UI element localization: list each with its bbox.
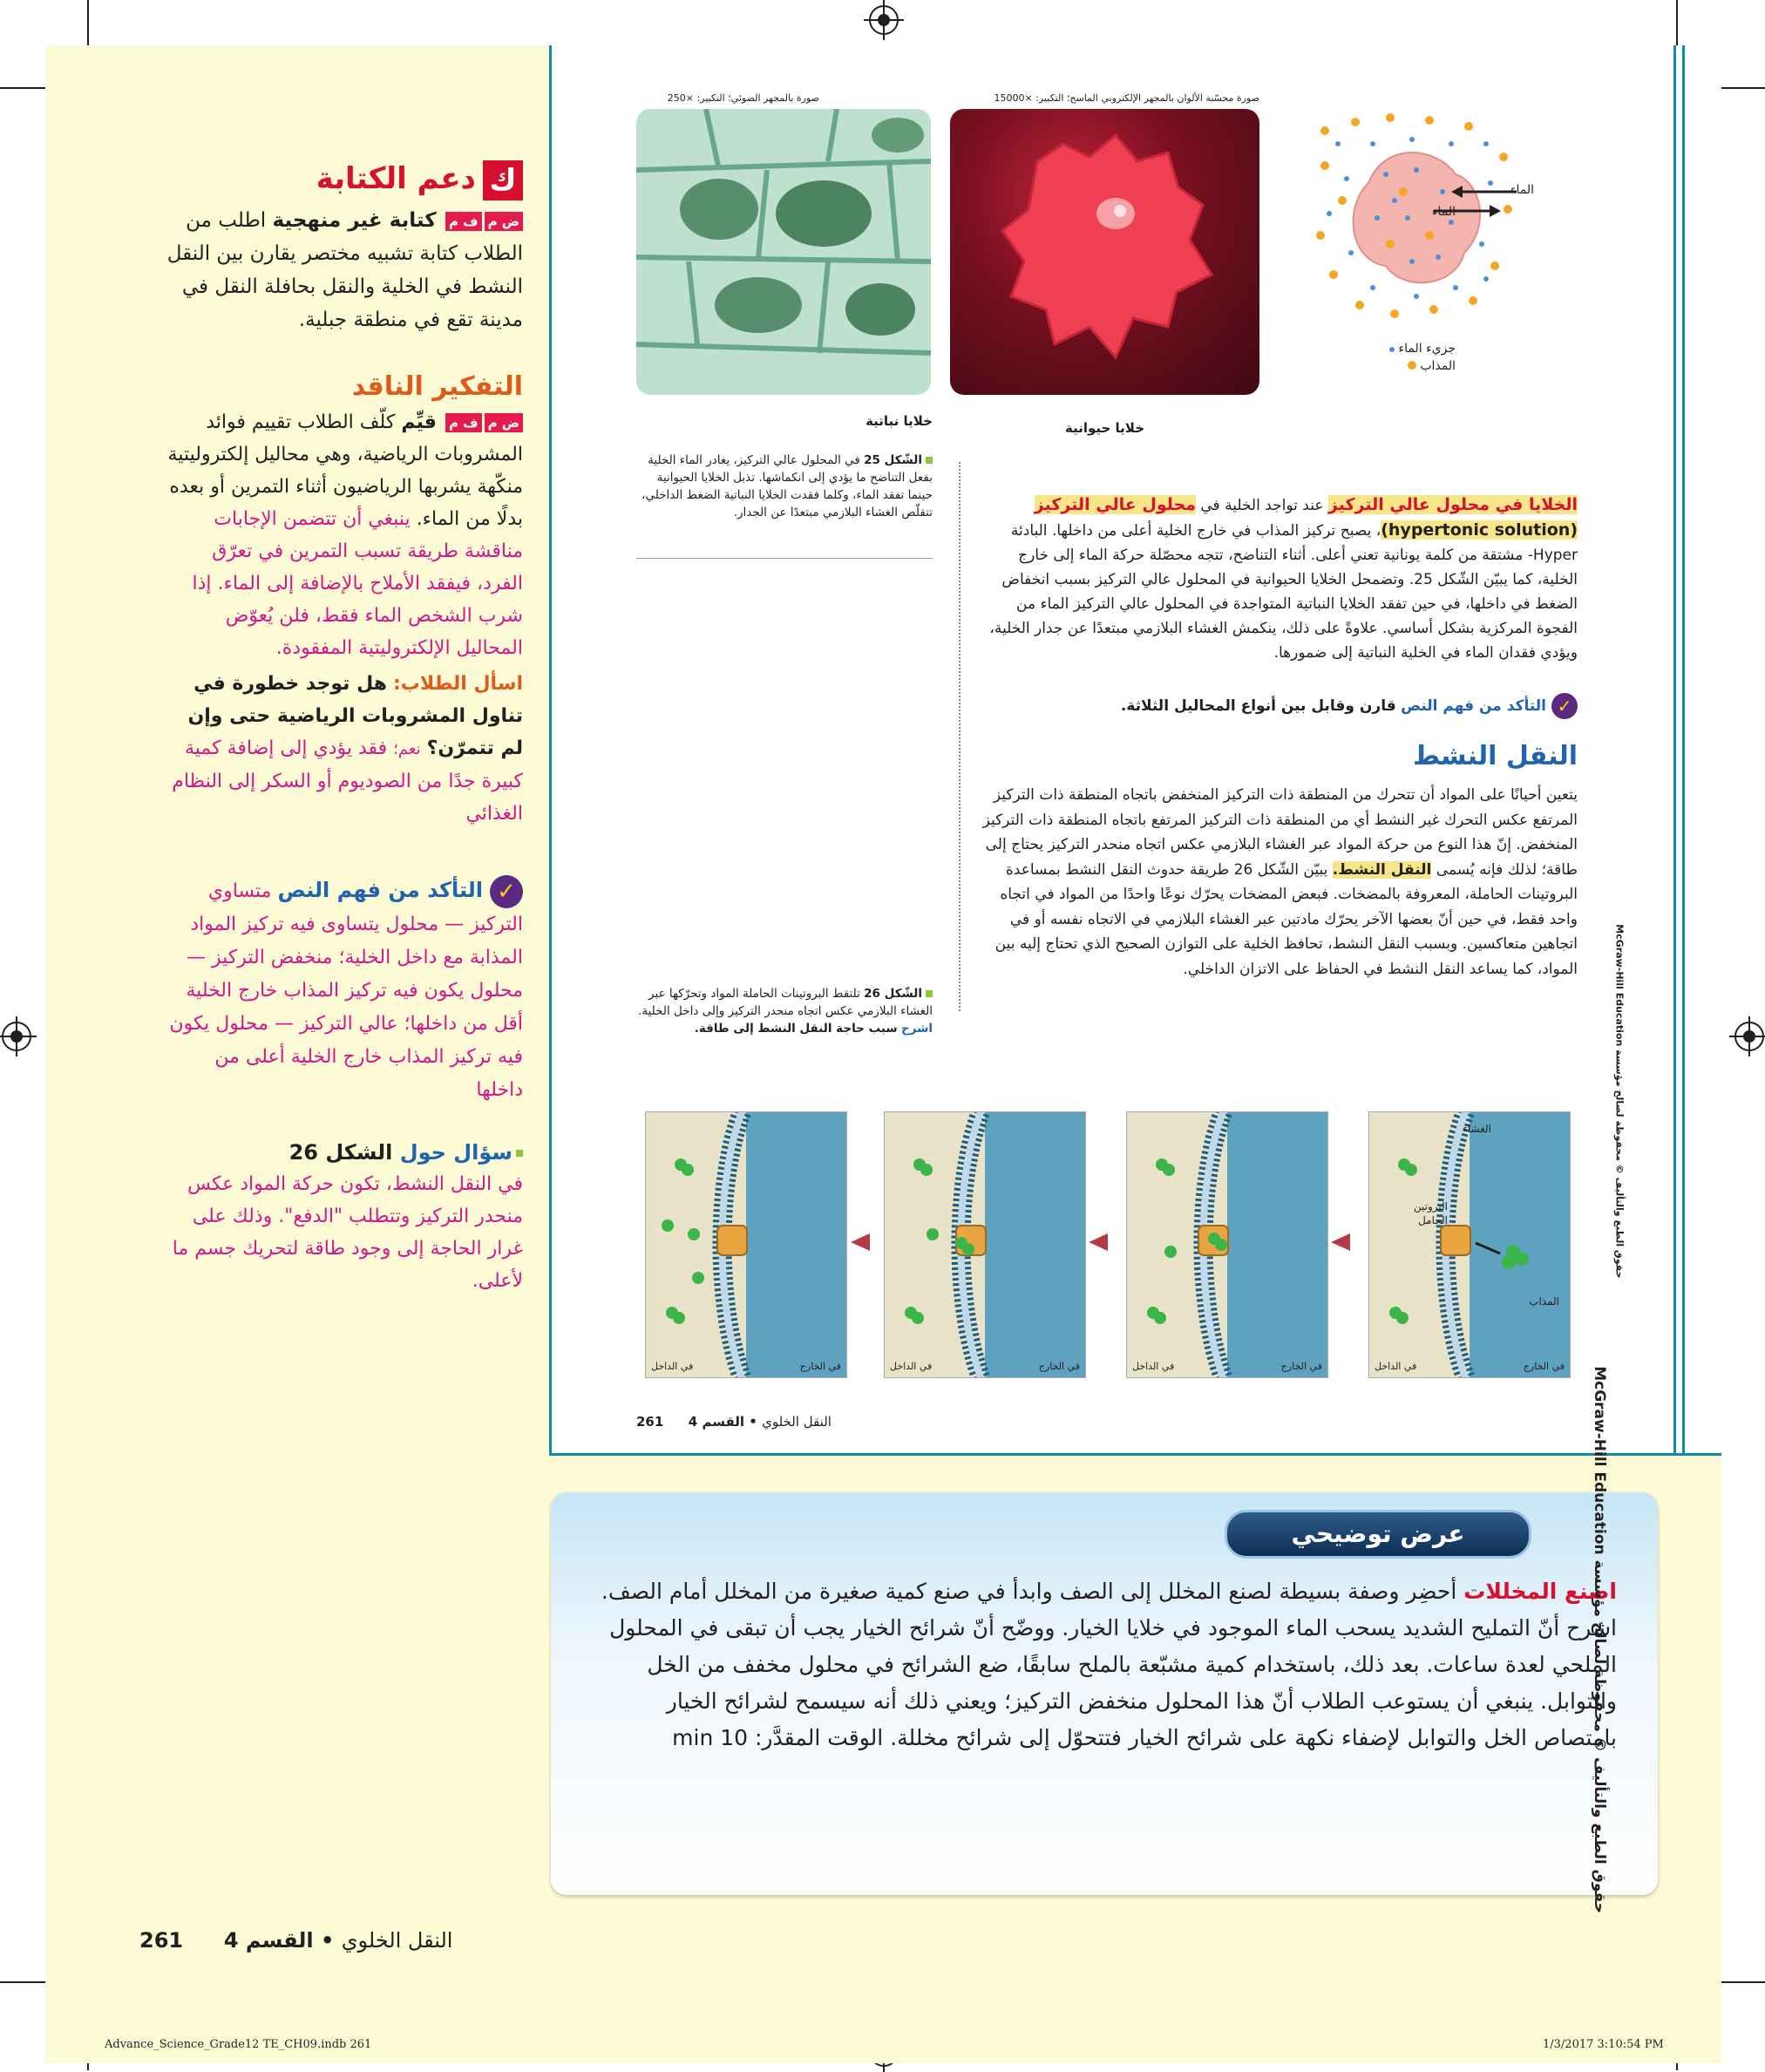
carrier-protein-label: البروتين الحامل xyxy=(1413,1200,1448,1226)
inside-label: في الداخل xyxy=(1132,1361,1175,1372)
active-transport-term: النقل النشط. xyxy=(1332,860,1432,879)
frame-border xyxy=(549,1453,1721,1456)
student-page-footer: 261 النقل الخلوي • القسم 4 xyxy=(636,1414,832,1430)
plant-cells-label: خلايا نباتية xyxy=(866,413,933,429)
hypertonic-term: محلول عالي التركيز xyxy=(1034,495,1196,514)
figure26-caption xyxy=(636,985,933,1037)
water-label: الماء xyxy=(1510,183,1534,197)
reading-check-prompt: قارن وقابل بين أنواع المحاليل الثلاثة. xyxy=(1120,697,1396,715)
figure25-caption-text: في المحلول عالي التركيز، يغادر الماء الخلية بفعل التناضح ما يؤدي إلى انكماشها. تذبل الخلايا الحيوانية حينما تفقد الماء، وكلما فقدت الخلايا النباتية الضغط الداخلي، تتقلّص الغشاء البلازمي مبتعدًا عن الجدار. xyxy=(642,453,933,520)
demo-text xyxy=(593,1573,1617,1756)
inside-label: في الداخل xyxy=(890,1361,933,1372)
reading-check-title: التأكد من فهم النص xyxy=(277,878,483,902)
critical-thinking-heading: التفكير الناقد xyxy=(351,371,523,402)
outside-label: في الخارج xyxy=(799,1361,841,1372)
reading-check-item: عالي التركيز — محلول يكون فيه تركيز المذاب خارج الخلية أعلى من داخلها xyxy=(169,1013,523,1101)
hypertonic-section xyxy=(981,493,1578,665)
frame-border xyxy=(549,45,552,1456)
frame-border xyxy=(1682,45,1685,1456)
figure26-caption-title: الشّكل 26 xyxy=(864,987,922,1001)
registration-mark xyxy=(2,1022,31,1051)
checkmark-icon: ✓ xyxy=(490,875,523,908)
copyright-vertical: حقوق الطبع والتأليف © محفوظة لصالح مؤسسة McGraw-Hill Education xyxy=(1591,1366,1608,1913)
osmosis-svg xyxy=(1307,105,1534,331)
copyright-vertical: حقوق الطبع والتأليف © محفوظة لصالح مؤسسة McGraw-Hill Education xyxy=(1613,924,1626,1279)
osmosis-diagram xyxy=(1307,105,1534,373)
solute-label: المذاب xyxy=(1529,1295,1559,1308)
figure-question-block xyxy=(166,1137,523,1297)
legend-water: جزيء الماء xyxy=(1389,340,1456,357)
active-transport-text xyxy=(981,783,1578,982)
outside-label: في الخارج xyxy=(1038,1361,1080,1372)
diagram-legend xyxy=(1389,340,1456,375)
hypertonic-text: ، يصبح تركيز المذاب في خارج الخلية أعلى من داخلها. البادئة Hyper- مشتقة من كلمة يونانية تعني أعلى. أثناء التناضح، تتجه محصّلة حركة الماء إلى خارج الخلية، كما يبيّن الشّكل 25. وتضمحل الخلايا الحيوانية في المحلول عالي التركيز بسبب انخفاض الضغط في داخلها، في حين تفقد الخلايا النباتية المتواجدة في المحلول عالي التركيز الماء من الفجوة المركزية بشكل أساسي. علاوةً على ذلك، ينكمش الغشاء البلازمي مبتعدًا عن جدار الخلية، ويؤدي فقدان الماء في الخلية النباتية إلى ضمورها. xyxy=(989,522,1578,662)
reading-check-label: التأكد من فهم النص xyxy=(1401,697,1546,715)
ask-question: هل توجد خطورة في تناول المشروبات الرياضية حتى وإن لم تتمرّن؟ xyxy=(187,673,523,759)
frame-border xyxy=(1673,45,1676,1456)
arrow-left-icon xyxy=(1089,1233,1108,1251)
animal-cells-label: خلايا حيوانية xyxy=(1064,420,1145,436)
student-page-number: 261 xyxy=(636,1414,664,1430)
ask-students xyxy=(166,668,523,830)
writing-support-lead: كتابة غير منهجية xyxy=(272,209,437,232)
figure-question-text: في النقل النشط، تكون حركة المواد عكس منحدر التركيز وتتطلب "الدفع". وذلك على غرار الحاجة إلى وجود طاقة لتحريك جسم ما لأعلى. xyxy=(172,1173,523,1292)
transport-panel-4 xyxy=(645,1111,847,1378)
membrane-svg xyxy=(646,1112,846,1377)
plant-cell-photo xyxy=(636,109,931,395)
caption-rule xyxy=(636,558,933,559)
critical-thinking-block xyxy=(166,368,523,830)
footer-topic: النقل الخلوي xyxy=(341,1928,453,1953)
outside-label: في الخارج xyxy=(1523,1361,1565,1372)
bullet-icon xyxy=(926,990,933,997)
bullet-icon xyxy=(516,1150,523,1157)
ask-label: اسأل الطلاب: xyxy=(392,673,523,695)
writing-support-body: اطلب من الطلاب كتابة تشبيه مختصر يقارن بين النقل النشط في الخلية والنقل بحافلة النقل في مدينة تقع في منطقة جبلية. xyxy=(166,209,523,331)
explain-label: اشرح xyxy=(900,1022,933,1036)
demo-banner: عرض توضيحي xyxy=(1225,1510,1531,1559)
hypertonic-term-en: (hypertonic solution) xyxy=(1381,520,1578,540)
critical-thinking-text xyxy=(166,406,523,664)
hypertonic-title: الخلايا في محلول عالي التركيز xyxy=(1327,495,1578,514)
membrane-svg xyxy=(885,1112,1085,1377)
demo-title: اصنع المخللات xyxy=(1463,1579,1617,1604)
reading-check-block xyxy=(166,873,523,1107)
arrow-left-icon xyxy=(1331,1233,1350,1251)
column-divider xyxy=(959,462,961,1011)
code-badge: ض م xyxy=(485,212,523,231)
outside-label: في الخارج xyxy=(1280,1361,1322,1372)
explain-text: سبب حاجة النقل النشط إلى طاقة. xyxy=(694,1022,898,1036)
sidebar xyxy=(166,157,523,1297)
footer-section: القسم 4 xyxy=(223,1928,314,1953)
membrane-svg xyxy=(1127,1112,1327,1377)
figure25-caption xyxy=(636,452,933,521)
student-footer-topic: النقل الخلوي xyxy=(762,1414,832,1430)
writing-support-heading xyxy=(166,157,523,200)
code-badge: ض م xyxy=(485,413,523,432)
active-transport-heading: النقل النشط xyxy=(1412,741,1578,771)
page-number: 261 xyxy=(139,1928,184,1953)
bullet-icon xyxy=(926,457,933,464)
slug-file: Advance_Science_Grade12 TE_CH09.indb 261 xyxy=(105,2038,372,2051)
hypertonic-reading-check xyxy=(981,693,1578,719)
water-molecule-icon xyxy=(1389,347,1395,352)
active-transport-body: يبيّن الشّكل 26 طريقة حدوث النقل النشط بمساعدة البروتينات الحاملة، المعروفة بالمضخات. فبعض المضخات يحرّك نوعًا واحدًا من المواد في اتجاه واحد فقط، في حين أنّ بعضها الآخر يحرّك مادتين عبر الغشاء البلازمي في الاتجاه نفسه أو في اتجاهين متعاكسين. وبسبب النقل النشط، تحافظ الخلية على التوازن الصحيح الذي تحتاج إليه بين المواد، كما يساعد النقل النشط في الحفاظ على الاتزان الداخلي. xyxy=(995,860,1578,978)
figure25-caption-title: الشّكل 25 xyxy=(864,453,922,467)
student-footer-section: القسم 4 xyxy=(688,1414,745,1430)
figure-question-suffix: الشكل 26 xyxy=(289,1140,393,1165)
legend-solute: المذاب xyxy=(1389,357,1456,375)
membrane-label: الغشاء xyxy=(1463,1123,1491,1135)
plant-photo-caption: صورة بالمجهر الضوئي؛ التكبير: ×250 xyxy=(667,92,819,104)
animal-cell-photo xyxy=(950,109,1259,395)
critical-thinking-body: كلّف الطلاب تقييم فوائد المشروبات الرياضية، وهي محاليل إلكتروليتية منكّهة يشربها الرياضيون أثناء التمرين أو بعده بدلًا من الماء. xyxy=(167,411,523,530)
figure26-caption-text: تلتقط البروتينات الحاملة المواد وتحرّكها عبر الغشاء البلازمي عكس اتجاه منحدر التركيز وإلى داخل الخلية. xyxy=(638,987,933,1018)
figure-question-heading xyxy=(166,1137,523,1168)
reading-check-item: متساوي التركيز — محلول يتساوى فيه تركيز المواد المذابة مع داخل الخلية؛ xyxy=(190,880,523,968)
code-badge: ف م xyxy=(445,413,482,432)
ask-answer: فقد يؤدي إلى إضافة كمية كبيرة جدًا من الصوديوم أو السكر إلى النظام الغذائي xyxy=(172,737,523,825)
writing-support-text xyxy=(166,204,523,336)
plant-cell-image xyxy=(636,109,931,395)
writing-badge: ك xyxy=(483,160,523,200)
hypertonic-text: عند تواجد الخلية في xyxy=(1200,497,1324,514)
slug-date: 1/3/2017 3:10:54 PM xyxy=(1543,2038,1664,2051)
demo-body: أحضِر وصفة بسيطة لصنع المخلل إلى الصف وابدأ في صنع كمية صغيرة من المخلل أمام الصف. اشرح أنّ التمليح الشديد يسحب الماء الموجود في خلايا الخيار. ووضّح أنّ شرائح الخيار يجب أن تبقى في المحلول الملحي لعدة ساعات. بعد ذلك، باستخدام كمية مشبّعة بالملح سابقًا، ضع الشرائح في محلول مخفف من الخل والتوابل. ينبغي أن يستوعب الطلاب أنّ هذا المحلول منخفض التركيز؛ ويعني ذلك أنه سيسمح لشرائح الخيار بامتصاص الخل والتوابل لإضفاء نكهة على شرائح الخيار فتتحوّل إلى شرائح مخللة. الوقت المقدَّر: 10 min xyxy=(601,1579,1617,1750)
writing-support-block xyxy=(166,157,523,336)
checkmark-icon: ✓ xyxy=(1551,693,1578,719)
water-label: الماء xyxy=(1431,205,1456,219)
reading-check-item: منخفض التركيز — محلول يكون فيه تركيز المذاب خارج الخلية أقل من داخلها؛ xyxy=(186,947,523,1035)
membrane-svg xyxy=(1369,1112,1570,1377)
active-transport-body: يتعين أحيانًا على المواد أن تتحرك من المنطقة ذات التركيز المنخفض باتجاه المنطقة ذات التركيز المرتفع عكس التحرك غير النشط أي من المنطقة ذات التركيز المرتفع باتجاه المنطقة ذات التركيز المنخفض. إنّ هذا النوع من حركة المواد عبر الغشاء البلازمي عكس اتجاه منحدر التركيز يحتاج إلى طاقة؛ لذلك فإنه يُسمى xyxy=(982,786,1578,879)
transport-panel-1 xyxy=(1368,1111,1571,1378)
reading-check-text xyxy=(166,873,523,1107)
red-blood-cell-image xyxy=(950,109,1259,395)
critical-thinking-lead: قيِّم xyxy=(401,411,437,433)
inside-label: في الداخل xyxy=(1375,1361,1417,1372)
registration-mark xyxy=(869,5,899,35)
critical-thinking-answer: ينبغي أن تتضمن الإجابات مناقشة طريقة تسبب التمرين في تعرّق الفرد، فيفقد الأملاح بالإضافة إلى الماء. إذا شرب الشخص الماء فقط، فلن يُعوّض المحاليل الإلكتروليتية المفقودة. xyxy=(192,508,523,659)
animal-photo-caption: صورة محسّنة الألوان بالمجهر الإلكتروني الماسح؛ التكبير: ×15000 xyxy=(994,92,1259,104)
code-badge: ف م xyxy=(445,212,482,231)
solute-icon xyxy=(1408,361,1416,370)
transport-panel-2 xyxy=(1126,1111,1328,1378)
inside-label: في الداخل xyxy=(651,1361,694,1372)
writing-support-title: دعم الكتابة xyxy=(316,161,476,196)
registration-mark xyxy=(1734,1022,1764,1051)
ask-answer-prefix: نعم؛ xyxy=(393,740,421,758)
page-footer: 261 النقل الخلوي • القسم 4 xyxy=(139,1928,453,1953)
arrow-left-icon xyxy=(851,1233,870,1251)
transport-panel-3 xyxy=(884,1111,1086,1378)
figure-question-prefix: سؤال حول xyxy=(399,1140,513,1165)
